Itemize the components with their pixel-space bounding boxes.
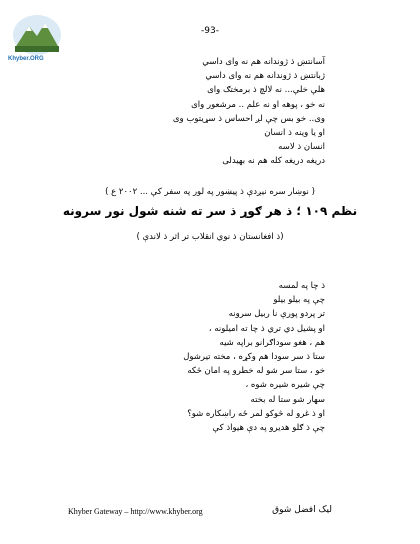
poem-subtitle: (ذ افغانستان ذ نوي انقلاب تر اثر ذ لاندې ) xyxy=(136,232,284,242)
stanza-1 xyxy=(65,55,325,169)
stanza-line: نه خو ، پوهه او نه علم .. مرشعور واى xyxy=(191,99,325,110)
stanza-line: ذ چا په لمسه xyxy=(278,281,325,291)
footer-source: Khyber Gateway – http://www.khyber.org xyxy=(68,507,203,516)
stanza-line: او يا وينه ذ انسان xyxy=(264,127,325,138)
stanza-line: او ذ غرو له څوكو لمر ځه راښكاره شو؟ xyxy=(187,408,325,419)
travel-note: ( نوښار سره نيږدې ذ پيښور په لور په سفر كې ... ٢٠٠٢ ع ) xyxy=(105,187,315,197)
stanza-2 xyxy=(65,279,325,435)
stanza-line: چې په بيلو بيلو xyxy=(273,295,325,306)
stanza-line: او پشيل دي تري ذ چا ته اميلونه ، xyxy=(208,323,325,334)
stanza-line: چې ذ ګلو هديرو په دې هيواذ كې xyxy=(212,422,325,433)
stanza-line: خو ، ستا سر شو له خطرو په امان څكه xyxy=(187,366,325,377)
stanza-line: هلې خلې... نه لالچ ذ برمختګ واى xyxy=(207,85,325,96)
poem-title: نظم ١٠٩ ؛ ذ هر ګوړ ذ سر ته شنه شول نور سرونه xyxy=(62,204,358,218)
stanza-line: سهار شو ستا له بخته xyxy=(250,394,325,405)
stanza-line: آسانتښ ذ ژوندانه هم نه واى داسي xyxy=(202,57,325,67)
stanza-line: ستا ذ سر سودا هم وكړه ، مخته تيرشول xyxy=(183,351,325,362)
stanza-line: ژبانتښ ذ ژوندانه هم نه واى داسي xyxy=(205,71,325,82)
logo-label: Khyber.ORG xyxy=(8,56,44,62)
footer-author: ليک افضل شوق xyxy=(272,505,332,515)
stanza-line: هم ، هغو سوداګرانو براپه شيه xyxy=(219,337,325,348)
stanza-line: تر پردو پورې نا ربيل سرونه xyxy=(228,309,325,320)
page-number: -93- xyxy=(201,26,219,36)
stanza-line: انسان ذ لاسه xyxy=(278,142,325,153)
stanza-line: چې شيره شيره شوه ، xyxy=(245,380,325,391)
stanza-line: وى.. خو بس چې لږ احساس ذ سړيتوب وى xyxy=(172,113,325,124)
stanza-line: دريغه دريغه كله هم نه بهيدلى xyxy=(222,156,325,167)
